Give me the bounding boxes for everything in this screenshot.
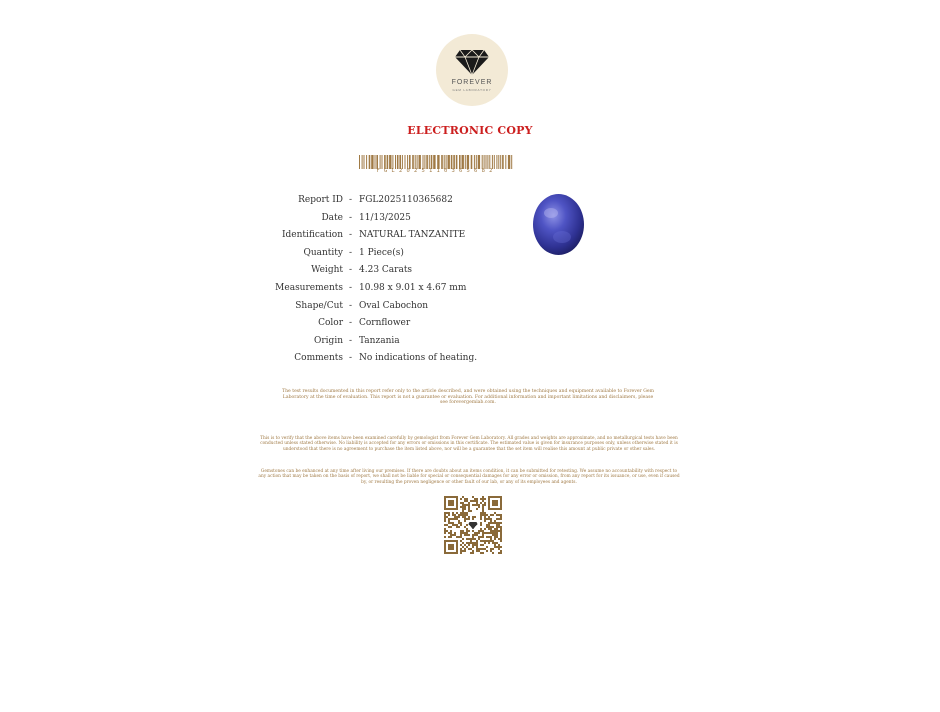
detail-label: Weight xyxy=(311,265,343,276)
detail-separator: - xyxy=(349,300,353,311)
detail-row-shape-cut xyxy=(260,299,520,317)
detail-row-quantity xyxy=(260,246,520,264)
detail-row-origin xyxy=(260,334,520,352)
detail-label: Comments xyxy=(294,353,343,364)
detail-row-measurements xyxy=(260,281,520,299)
detail-label: Shape/Cut xyxy=(295,300,343,311)
disclaimer-paragraph-1: The test results documented in this report refer only to the article described, and were obtained using the techniques and equipment available to Forever Gem Laboratory at the time of evaluation. This report is not a guarantee or evaluation. For additional information and important limitations and disclaimers, please see forevergemlab.com. xyxy=(282,389,654,406)
detail-label: Quantity xyxy=(303,247,343,258)
detail-label: Identification xyxy=(281,230,343,241)
lab-logo xyxy=(436,34,508,106)
logo-tagline: GEM LABORATORY xyxy=(452,88,492,92)
detail-value: Cornflower xyxy=(359,318,411,329)
report-details xyxy=(260,193,520,369)
detail-value: NATURAL TANZANITE xyxy=(359,230,466,241)
detail-separator: - xyxy=(349,265,353,276)
detail-value: Oval Cabochon xyxy=(359,300,429,311)
detail-separator: - xyxy=(349,335,353,346)
electronic-copy-heading: ELECTRONIC COPY xyxy=(407,124,533,137)
detail-value: FGL2025110365682 xyxy=(359,195,453,205)
barcode-number: FGL2025110365682 xyxy=(376,168,497,174)
detail-separator: - xyxy=(349,247,353,258)
gemstone-image xyxy=(532,193,585,256)
diamond-icon xyxy=(454,48,490,76)
detail-separator: - xyxy=(349,353,353,364)
detail-value: 10.98 x 9.01 x 4.67 mm xyxy=(359,282,467,293)
detail-row-color xyxy=(260,316,520,334)
detail-row-weight xyxy=(260,263,520,281)
detail-label: Date xyxy=(321,212,343,223)
detail-separator: - xyxy=(349,212,353,223)
detail-label: Color xyxy=(318,318,343,329)
detail-separator: - xyxy=(349,282,353,293)
qr-code[interactable] xyxy=(444,496,502,554)
logo-name: FOREVER xyxy=(451,79,493,86)
detail-value: 4.23 Carats xyxy=(359,265,413,276)
detail-label: Measurements xyxy=(275,282,343,293)
disclaimer-paragraph-3: Gemstones can be enhanced at any time after living our premises. If there are doubts about an items condition, it can be submitted for retesting. We assume no accountability with respect to any action that may be taken on the basis of report, we shall not be liable for special or consequential damages for any error or omission, from any report for its issuance, or use, even if caused by, or resulting the proven negligence or other fault of our lab, or any of its employees and agents. xyxy=(258,469,680,485)
detail-value: 1 Piece(s) xyxy=(359,247,404,258)
detail-separator: - xyxy=(349,230,353,241)
detail-separator: - xyxy=(349,318,353,329)
detail-value: Tanzania xyxy=(359,335,400,346)
disclaimer-paragraph-2: This is to verify that the above items have been examined carefully by gemologist from Forever Gem Laboratory. All grades and weights are approximate, and no metallurgical tests have been conducted unless stated otherwise. No liability is accepted for any errors or omissions in this certificate. The estimated value is given for insurance purposes only, unless otherwise stated it is understood that there is no agreement to purchase the item listed above, nor will be a guarantee that the set item will realise this amount at public private or other sales. xyxy=(260,436,678,452)
detail-row-comments xyxy=(260,351,520,369)
detail-row-report-id xyxy=(260,193,520,211)
detail-row-date xyxy=(260,211,520,229)
detail-row-identification xyxy=(260,228,520,246)
detail-label: Report ID xyxy=(298,195,343,205)
detail-label: Origin xyxy=(314,335,343,346)
barcode xyxy=(359,155,514,169)
detail-value: 11/13/2025 xyxy=(359,212,411,223)
detail-separator: - xyxy=(349,195,353,205)
detail-value: No indications of heating. xyxy=(359,353,478,364)
